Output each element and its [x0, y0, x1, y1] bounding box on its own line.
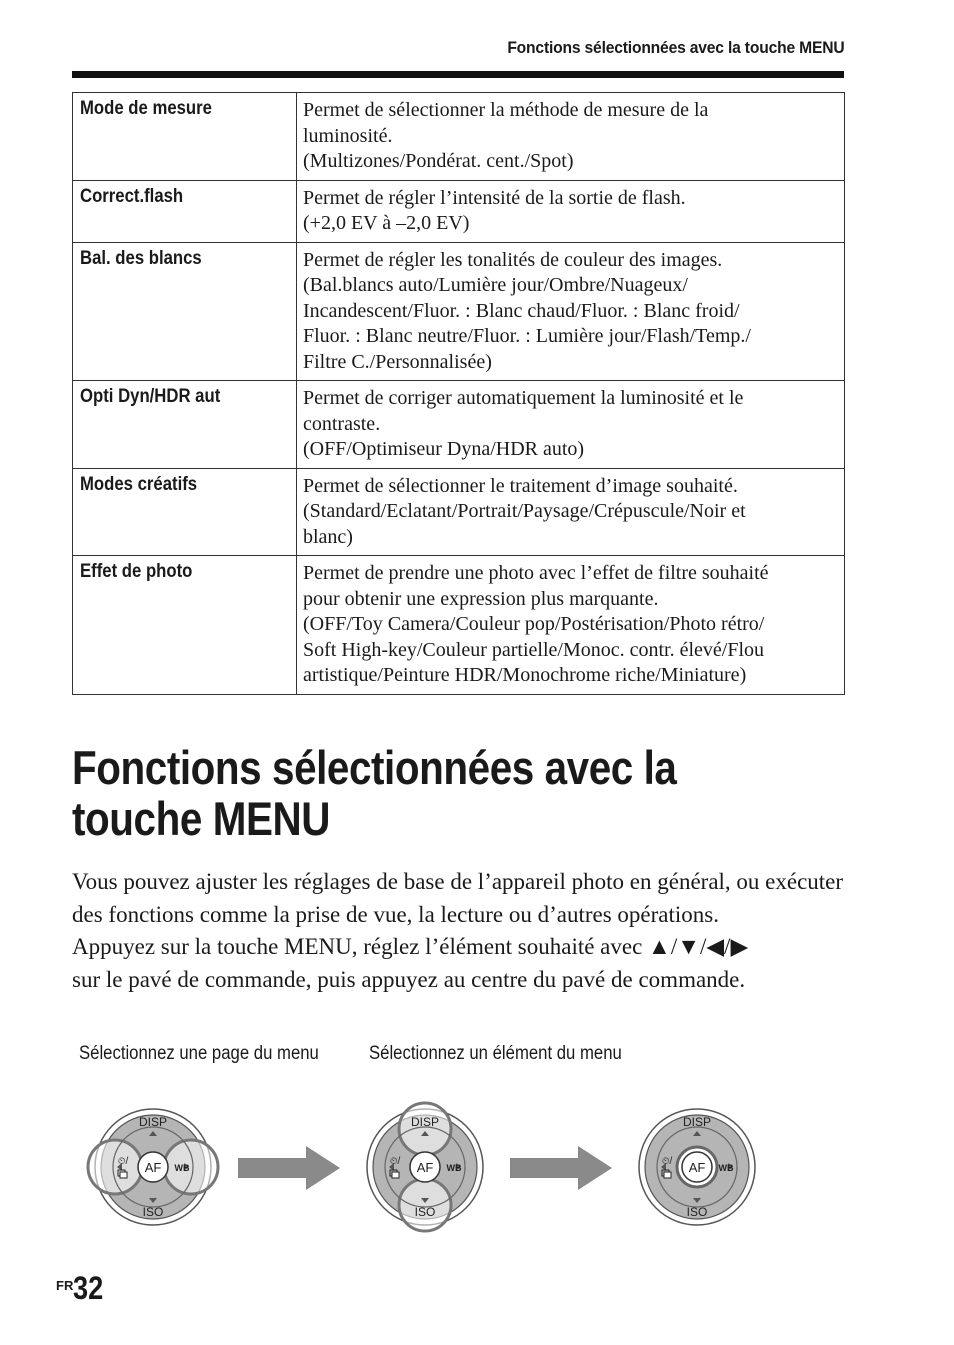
setting-description-line: (OFF/Optimiseur Dyna/HDR auto): [303, 438, 585, 460]
iso-label: ISO: [414, 1205, 436, 1219]
iso-label: ISO: [142, 1205, 164, 1219]
control-wheel-diagram-left-right: [86, 1105, 220, 1230]
setting-description-line: Permet de prendre une photo avec l’effet de filtre souhaité: [303, 562, 769, 584]
af-label: AF: [144, 1160, 162, 1175]
self-timer-icon: ⏲/: [661, 1156, 673, 1167]
setting-description-line: Incandescent/Fluor. : Blanc chaud/Fluor. : Blanc froid/: [303, 299, 740, 322]
highlight-up: [399, 1103, 451, 1155]
page-number-value: 32: [73, 1270, 104, 1306]
setting-description-cell: [297, 242, 845, 381]
setting-name-cell: [73, 381, 297, 469]
body-text: [72, 866, 862, 996]
af-label: AF: [688, 1160, 706, 1175]
setting-description-line: (Bal.blancs auto/Lumière jour/Ombre/Nuageux/: [303, 274, 688, 296]
self-timer-icon: ⏲/: [117, 1156, 129, 1167]
setting-description-line: pour obtenir une expression plus marquante.: [303, 587, 659, 610]
running-header: Fonctions sélectionnées avec la touche MENU: [506, 38, 844, 57]
instruction-line1: Appuyez sur la touche MENU, réglez l’élément souhaité avec ▲/▼/◀/▶: [72, 934, 749, 959]
table-row: [73, 556, 845, 695]
arrow-right-icon-1: [236, 1144, 342, 1192]
disp-label: DISP: [410, 1115, 440, 1129]
setting-description-line: (Standard/Eclatant/Portrait/Paysage/Crépuscule/Noir et: [303, 500, 746, 522]
setting-description-cell: [297, 180, 845, 242]
table-row: [73, 381, 845, 469]
setting-description-cell: [297, 93, 845, 181]
wb-label: WB: [174, 1163, 190, 1173]
setting-name: Opti Dyn/HDR aut: [80, 386, 221, 407]
section-title: [72, 742, 760, 844]
setting-description-line: blanc): [303, 525, 353, 548]
setting-description-line: Permet de corriger automatiquement la luminosité et le: [303, 387, 744, 409]
setting-description-cell: [297, 468, 845, 556]
instruction-line2: sur le pavé de commande, puis appuyez au centre du pavé de commande.: [72, 966, 746, 992]
setting-description-line: Permet de régler les tonalités de couleur des images.: [303, 248, 723, 271]
intro-paragraph: Vous pouvez ajuster les réglages de base de l’appareil photo en général, ou exécuter des fonctions comme la prise de vue, la lecture ou d’autres opérations.: [72, 869, 844, 927]
setting-description-line: Permet de régler l’intensité de la sortie de flash.: [303, 186, 686, 209]
section-title-line2: touche MENU: [72, 792, 330, 845]
disp-label: DISP: [682, 1115, 712, 1129]
caption-select-item: Sélectionnez un élément du menu: [369, 1043, 622, 1064]
settings-table: [72, 92, 845, 695]
disp-label: DISP: [138, 1115, 168, 1129]
setting-name-cell: [73, 242, 297, 381]
table-row: [73, 242, 845, 381]
setting-name-cell: [73, 556, 297, 695]
language-code: FR: [56, 1278, 74, 1293]
section-title-line1: Fonctions sélectionnées avec la: [72, 741, 677, 794]
highlight-right: [164, 1140, 218, 1194]
setting-description-line: (+2,0 EV à –2,0 EV): [303, 212, 470, 234]
page-number: [56, 1270, 109, 1307]
setting-description-line: contraste.: [303, 412, 381, 435]
caption-select-page: Sélectionnez une page du menu: [79, 1043, 319, 1064]
arrow-right-icon-2: [508, 1144, 614, 1192]
self-timer-icon: ⏲/: [389, 1156, 401, 1167]
setting-description-cell: [297, 556, 845, 695]
af-label: AF: [416, 1160, 434, 1175]
table-row: [73, 93, 845, 181]
setting-description-line: Filtre C./Personnalisée): [303, 350, 492, 373]
table-row: [73, 180, 845, 242]
iso-label: ISO: [686, 1205, 708, 1219]
wb-label: WB: [718, 1163, 734, 1173]
setting-name: Bal. des blancs: [80, 247, 202, 269]
table-row: [73, 468, 845, 556]
wb-label: WB: [446, 1163, 462, 1173]
setting-description-line: Fluor. : Blanc neutre/Fluor. : Lumière jour/Flash/Temp./: [303, 325, 751, 347]
setting-name: Modes créatifs: [80, 473, 198, 495]
setting-description-line: Permet de sélectionner le traitement d’image souhaité.: [303, 474, 738, 497]
setting-name: Mode de mesure: [80, 98, 212, 119]
setting-description-line: luminosité.: [303, 124, 393, 147]
control-wheel-diagram-up-down: [358, 1100, 492, 1235]
setting-description-line: (Multizones/Pondérat. cent./Spot): [303, 150, 574, 172]
highlight-left: [88, 1140, 142, 1194]
setting-description-line: (OFF/Toy Camera/Couleur pop/Postérisation/Photo rétro/: [303, 613, 765, 635]
setting-description-line: Permet de sélectionner la méthode de mesure de la: [303, 99, 709, 121]
setting-description-line: Soft High-key/Couleur partielle/Monoc. contr. élevé/Flou: [303, 638, 765, 661]
setting-description-cell: [297, 381, 845, 469]
header-rule: [72, 71, 844, 78]
setting-name-cell: [73, 180, 297, 242]
setting-name-cell: [73, 93, 297, 181]
setting-name: Effet de photo: [80, 561, 193, 582]
control-wheel-diagram-center: [630, 1105, 764, 1230]
setting-name: Correct.flash: [80, 185, 184, 207]
setting-name-cell: [73, 468, 297, 556]
setting-description-line: artistique/Peinture HDR/Monochrome riche/Miniature): [303, 664, 747, 686]
